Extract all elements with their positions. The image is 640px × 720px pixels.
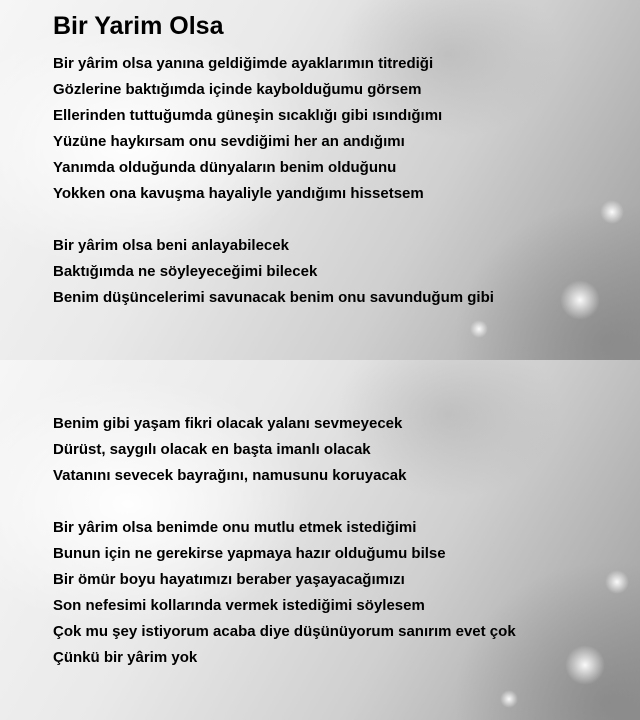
poem-line: Dürüst, saygılı olacak en başta imanlı olacak [53, 441, 371, 458]
poem-line: Yanımda olduğunda dünyaların benim olduğunu [53, 159, 397, 176]
sparkle-decoration [565, 645, 605, 685]
poem-stanza-1 [53, 51, 442, 207]
poem-line: Çünkü bir yârim yok [53, 649, 198, 666]
poem-line: Bunun için ne gerekirse yapmaya hazır olduğumu bilse [53, 545, 446, 562]
sparkle-decoration [600, 200, 624, 224]
poem-title: Bir Yarim Olsa [53, 12, 224, 40]
poem-line: Bir yârim olsa yanına geldiğimde ayaklarımın titrediği [53, 55, 434, 72]
poem-line: Bir yârim olsa beni anlayabilecek [53, 237, 289, 254]
poem-panel-bottom [0, 360, 640, 720]
poem-line: Gözlerine baktığımda içinde kaybolduğumu görsem [53, 81, 422, 98]
poem-line: Son nefesimi kollarında vermek istediğimi söylesem [53, 597, 425, 614]
poem-line: Baktığımda ne söyleyeceğimi bilecek [53, 263, 318, 280]
poem-line: Vatanını sevecek bayrağını, namusunu koruyacak [53, 467, 407, 484]
sparkle-decoration [500, 690, 518, 708]
poem-line: Bir ömür boyu hayatımızı beraber yaşayacağımızı [53, 571, 405, 588]
poem-stanza-2 [53, 233, 494, 311]
poem-stanza-3 [53, 411, 407, 489]
poem-line: Bir yârim olsa benimde onu mutlu etmek istediğimi [53, 519, 417, 536]
poem-line: Ellerinden tuttuğumda güneşin sıcaklığı gibi ısındığımı [53, 107, 443, 124]
poem-line: Çok mu şey istiyorum acaba diye düşünüyorum sanırım evet çok [53, 623, 516, 640]
poem-stanza-4 [53, 515, 516, 671]
poem-line: Yüzüne haykırsam onu sevdiğimi her an andığımı [53, 133, 405, 150]
sparkle-decoration [605, 570, 629, 594]
poem-line: Yokken ona kavuşma hayaliyle yandığımı hissetsem [53, 185, 424, 202]
sparkle-decoration [470, 320, 488, 338]
poem-line: Benim düşüncelerimi savunacak benim onu savunduğum gibi [53, 289, 494, 306]
poem-line: Benim gibi yaşam fikri olacak yalanı sevmeyecek [53, 415, 403, 432]
sparkle-decoration [560, 280, 600, 320]
